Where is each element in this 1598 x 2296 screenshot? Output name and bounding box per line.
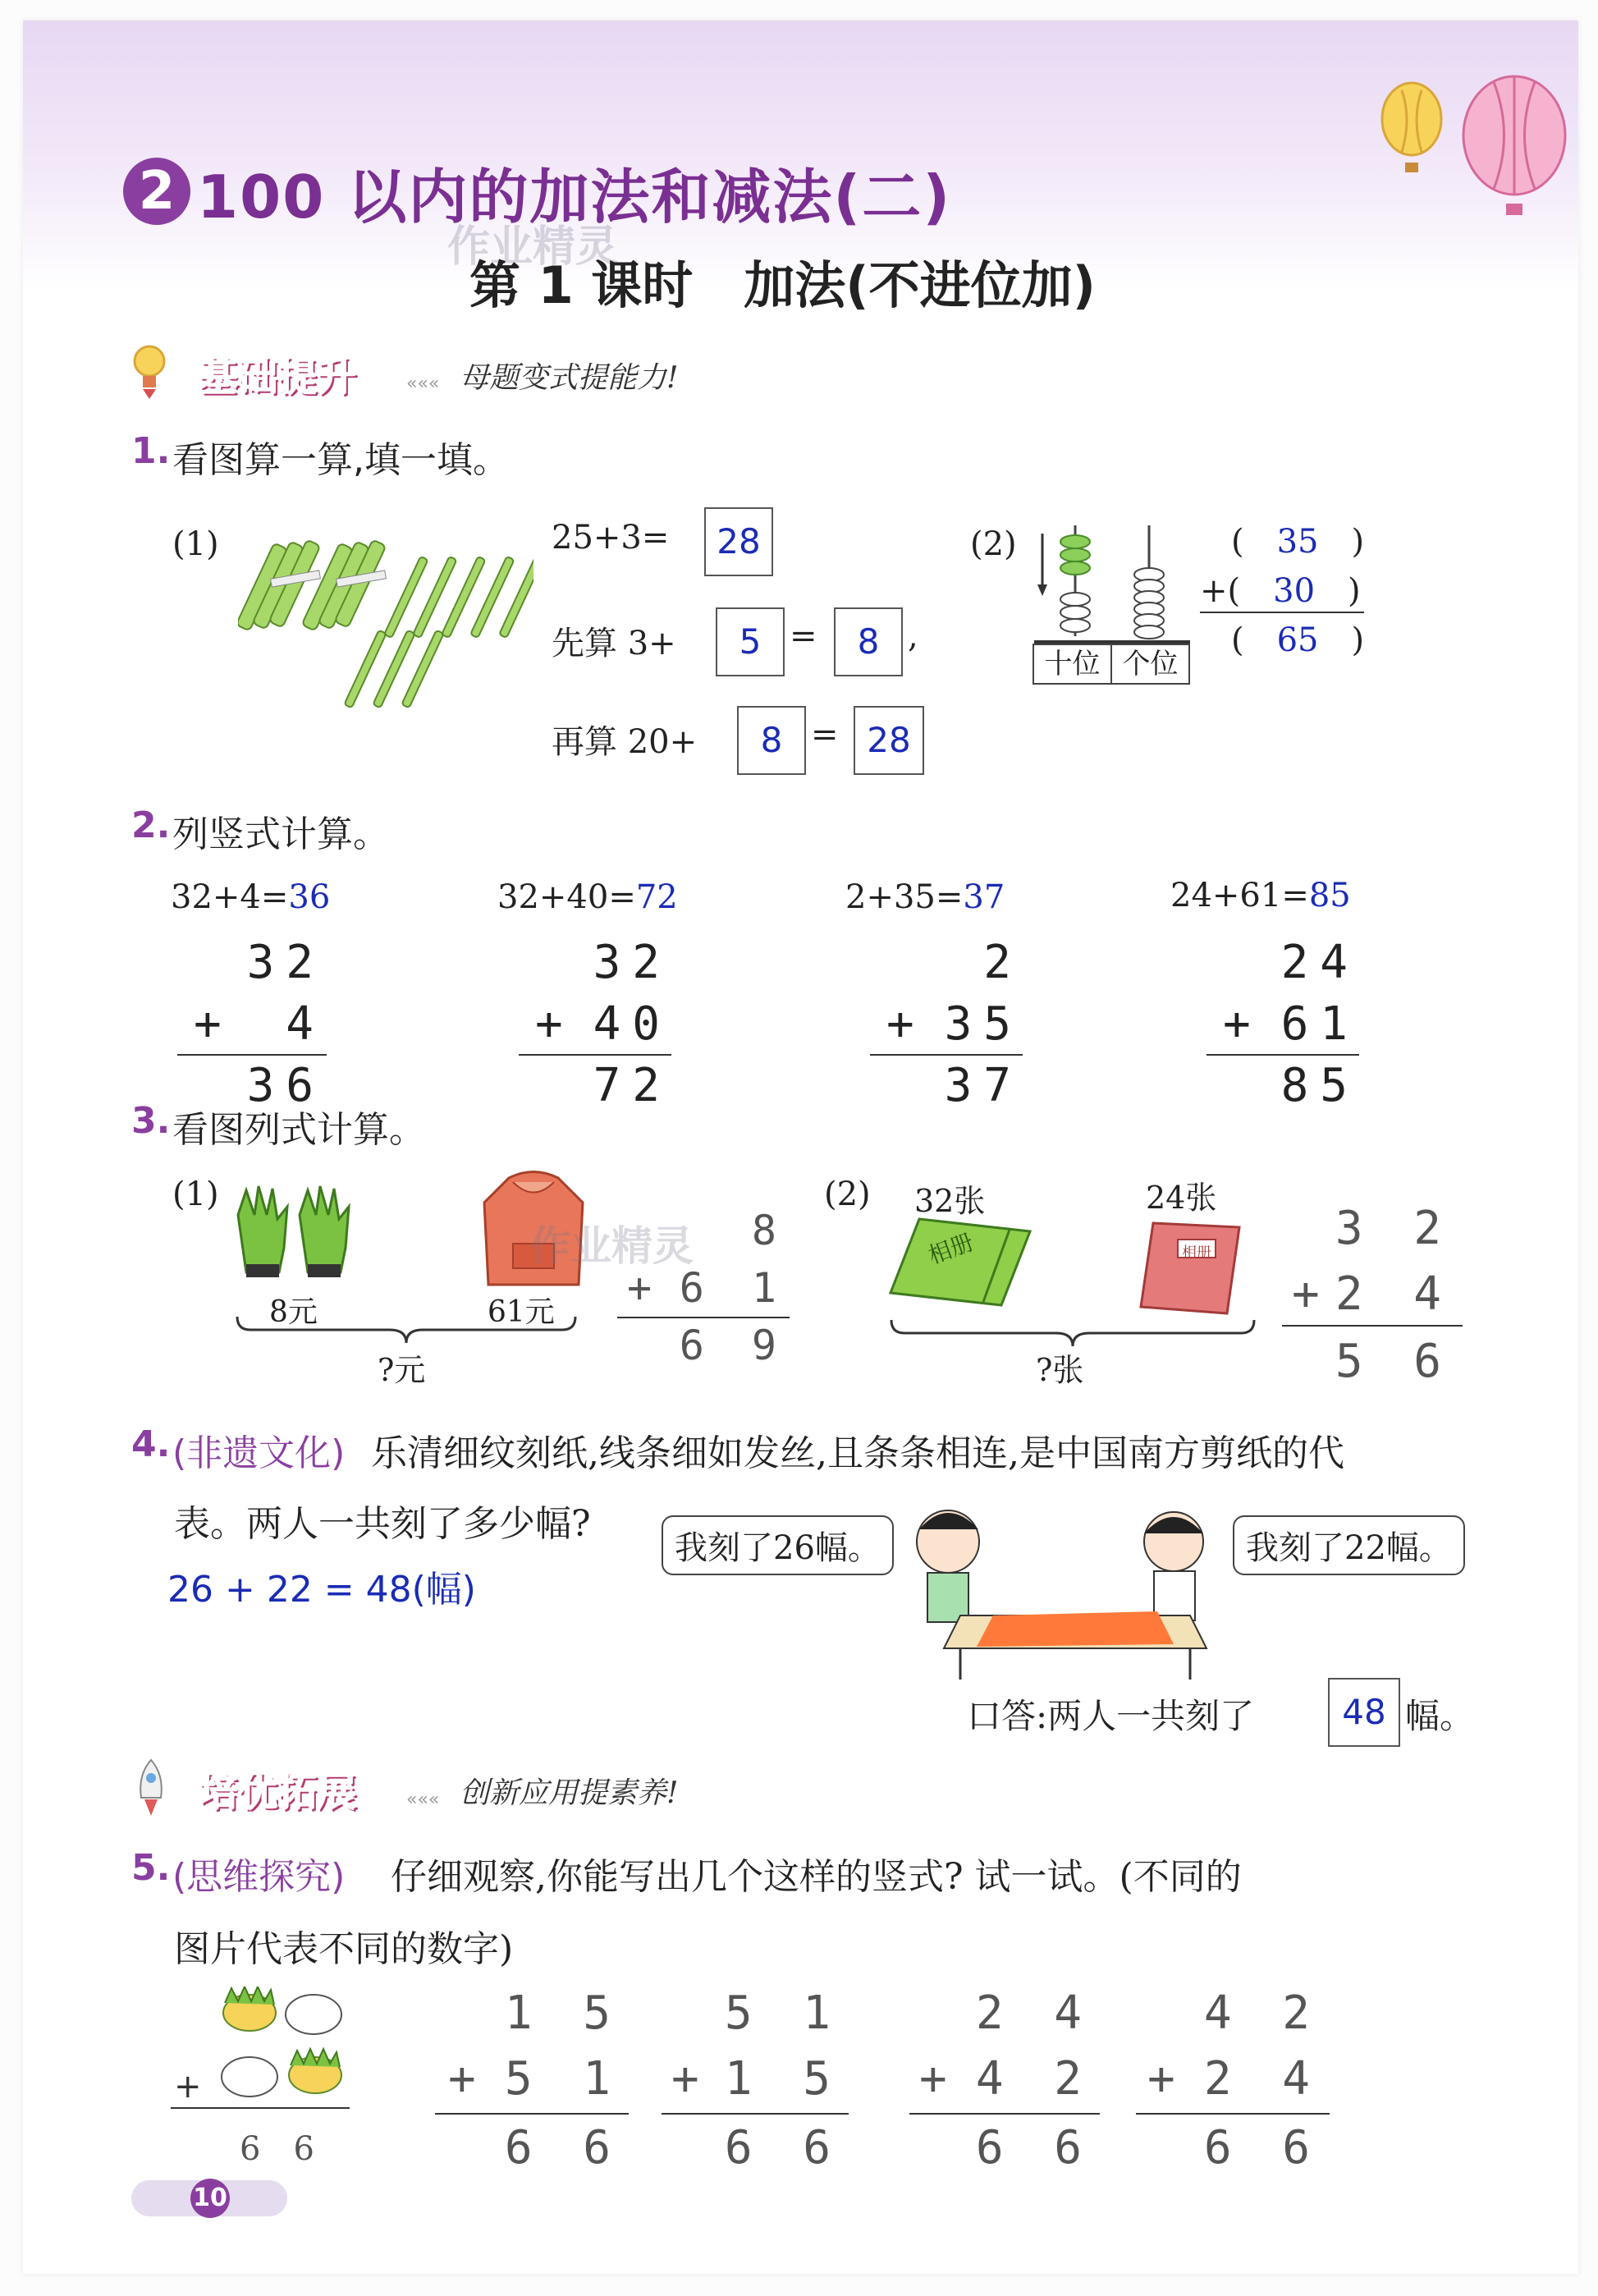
q2-p1-answer[interactable]: 36 [288,878,331,916]
q2-p3-top: 2 [983,936,1023,989]
q1-part2-label: (2) [970,525,1017,563]
q5-example-picture [167,1987,364,2134]
lightbulb-icon [131,343,167,401]
q5-a4-bottom[interactable]: 2 4 [1203,2052,1321,2106]
q2-p4-line [1207,1054,1359,1056]
lesson-title: 第 1 课时 加法(不进位加) [469,255,1096,315]
balloon-icon [1362,74,1576,222]
q1-step1-equals: = [790,617,817,655]
q5-a1-line [435,2113,629,2115]
q5-a2-line [662,2113,849,2115]
q1-part2-row1-value[interactable]: 35 [1276,523,1319,561]
q5-a2-plus: + [671,2052,711,2106]
q5-a3-line [909,2113,1100,2115]
q2-p2-equation: 32+40=72 [497,878,678,916]
q2-p4-plus: + [1223,997,1262,1051]
q2-p1-equation: 32+4=36 [171,878,331,916]
q4-oral-prefix: 口答:两人一共刻了 [967,1696,1255,1736]
q4-oral-suffix: 幅。 [1405,1696,1475,1736]
q2-p4-answer[interactable]: 85 [1308,877,1351,914]
q1-part2-row3: ( 65 ) [1231,621,1365,659]
q2-p4-equation: 24+61=85 [1170,877,1351,914]
red-album-label: 相册 [1182,1244,1211,1262]
q4-text-line2: 表。两人一共刻了多少幅? [174,1503,591,1545]
q2-problem-1 [171,878,330,916]
q3-price2: 61元 [488,1295,555,1329]
q2-p1-line [177,1054,327,1056]
q5-a3-bottom[interactable]: 4 2 [975,2052,1093,2106]
section-advanced-subtitle: 创新应用提素养! [460,1776,679,1810]
q5-text-line1: 仔细观察,你能写出几个这样的竖式? 试一试。(不同的 [391,1856,1242,1898]
unit-number-badge: 2 [123,158,190,225]
q2-p4-top: 24 [1280,936,1359,989]
q5-a2-top[interactable]: 5 1 [724,1987,842,2040]
abacus-place-labels [1033,644,1190,685]
q1-part2-sum-line [1200,612,1364,613]
q2-text: 列竖式计算。 [172,813,389,855]
q1-step1-comma: , [908,617,918,655]
gloves-illustration [230,1182,361,1289]
arrow-decor-icon: ««« [406,374,440,394]
children-papercut-illustration [911,1492,1223,1681]
q3-text: 看图列式计算。 [172,1109,425,1151]
q3-p2-bottom[interactable]: 2 4 [1335,1267,1453,1321]
q3-p2-result[interactable]: 5 6 [1335,1335,1453,1388]
q5-a4-top[interactable]: 4 2 [1203,1987,1321,2040]
q2-p2-top: 32 [593,936,671,989]
q3-p1-top[interactable]: 8 [751,1207,788,1254]
q1-step1-box2[interactable]: 8 [834,607,903,676]
q5-a4-result[interactable]: 6 6 [1203,2121,1321,2175]
q4-tag: (非遗文化) [172,1432,346,1474]
q2-p2-result[interactable]: 72 [593,1059,671,1112]
q1-part2-row1: ( 35 ) [1231,523,1365,561]
q2-p1-bottom: 4 [286,997,325,1051]
q2-p1-top: 32 [246,936,325,989]
q2-p1-result[interactable]: 36 [246,1059,325,1112]
brace-1 [234,1313,579,1346]
q5-a3-plus: + [919,2052,959,2106]
q4-answer-equation[interactable]: 26 + 22 = 48(幅) [167,1569,476,1611]
q1-number: 1. [131,430,171,472]
q2-problem-2 [497,878,678,916]
q5-a1-result[interactable]: 6 6 [504,2121,622,2175]
q5-a2-result[interactable]: 6 6 [724,2121,842,2175]
watermark: 作业精灵 [447,222,619,272]
q1-step2-box1[interactable]: 8 [737,706,806,775]
q5-tag: (思维探究) [172,1856,346,1898]
rocket-icon [135,1758,167,1817]
q2-problem-3 [845,878,1005,916]
q2-p1-plus: + [194,997,233,1051]
red-album-illustration [1133,1215,1248,1322]
q1-part1-label: (1) [172,525,219,563]
q5-text-line2: 图片代表不同的数字) [174,1928,514,1970]
q1-eq-answer-box[interactable]: 28 [704,507,773,576]
q2-p2-plus: + [535,997,575,1051]
q3-count2: 24张 [1146,1180,1217,1216]
q5-a4-plus: + [1147,2052,1187,2106]
q1-eq-prefix: 25+3= [552,519,670,557]
q2-p2-answer[interactable]: 72 [635,878,678,916]
svg-text:+: + [174,2068,202,2106]
q1-text: 看图算一算,填一填。 [172,439,509,481]
q3-p2-line [1282,1325,1463,1327]
watermark-2: 作业精灵 [529,1222,694,1270]
q5-a1-top[interactable]: 1 5 [504,1987,622,2040]
ones-label: 个位 [1122,648,1179,681]
q2-p3-answer[interactable]: 37 [963,878,1005,916]
q1-part2-row2: +( 30 ) [1200,572,1361,610]
q2-number: 2. [131,804,171,846]
q4-number: 4. [131,1423,171,1465]
q3-p1-plus: + [627,1264,664,1312]
q2-p3-line [870,1054,1023,1056]
q3-part1-label: (1) [172,1175,219,1213]
q2-p3-bottom: 35 [944,997,1023,1051]
q3-p2-top[interactable]: 3 2 [1335,1202,1453,1255]
q4-speech-bubble-1: 我刻了26幅。 [662,1515,894,1575]
q1-step2-box2[interactable]: 28 [854,706,924,775]
q3-price1: 8元 [269,1295,318,1329]
green-album-label: 相册 [924,1228,978,1270]
unit-title: 100 以内的加法和减法(二) [197,163,952,231]
q5-number: 5. [131,1847,171,1889]
q2-problem-4 [1170,877,1351,914]
q5-example-result: 6 6 [240,2130,314,2168]
arrow-decor-icon-2: ««« [406,1790,440,1810]
q4-text-line1: 乐清细纹刻纸,线条细如发丝,且条条相连,是中国南方剪纸的代 [371,1432,1344,1474]
q2-p3-result[interactable]: 37 [944,1059,1023,1112]
q1-step2-prefix: 再算 20+ [552,723,698,761]
q3-count1: 32张 [914,1183,986,1219]
q2-p2-bottom: 40 [593,997,671,1051]
q1-step2-equals: = [811,716,839,754]
q5-a1-bottom[interactable]: 5 1 [504,2052,622,2106]
q1-part2-plus: + [1200,572,1228,610]
q2-p3-plus: + [886,997,926,1051]
q5-a3-result[interactable]: 6 6 [975,2121,1093,2175]
q3-part2-label: (2) [824,1175,871,1213]
q4-oral-answer-box[interactable]: 48 [1328,1678,1400,1747]
q2-p3-equation: 2+35=37 [845,878,1005,916]
q1-step1-box1[interactable]: 5 [716,607,785,676]
q3-number: 3. [131,1100,171,1142]
tens-label: 十位 [1034,645,1112,683]
page-number: 10 [190,2179,230,2218]
section-basic-subtitle: 母题变式提能力! [460,361,679,395]
section-advanced-title: 培优拓展 [199,1769,357,1815]
q2-p4-bottom: 61 [1280,997,1359,1051]
q1-part2-row2-value[interactable]: 30 [1273,572,1316,610]
pineapple-icon [223,1987,276,2031]
q3-p2-plus: + [1292,1267,1331,1321]
sticks-illustration [238,525,533,714]
q1-part2-row3-value[interactable]: 65 [1276,621,1319,659]
q3-part2-total: ?张 [1036,1352,1084,1388]
q5-a2-bottom[interactable]: 1 5 [724,2052,842,2106]
q3-p1-line [617,1317,790,1318]
q4-speech-bubble-2: 我刻了22幅。 [1233,1515,1465,1575]
q3-p1-bottom[interactable]: 6 1 [679,1264,788,1312]
q5-a4-line [1136,2113,1330,2115]
q3-p1-result[interactable]: 6 9 [679,1322,788,1369]
q5-a1-plus: + [448,2052,488,2106]
q3-part1-total: ?元 [378,1352,426,1388]
q2-p2-line [519,1054,671,1056]
q1-step1-prefix: 先算 3+ [552,625,676,662]
q2-p4-result[interactable]: 85 [1280,1059,1359,1112]
section-basic-title: 基础提升 [199,354,357,400]
q5-a3-top[interactable]: 2 4 [975,1987,1093,2040]
